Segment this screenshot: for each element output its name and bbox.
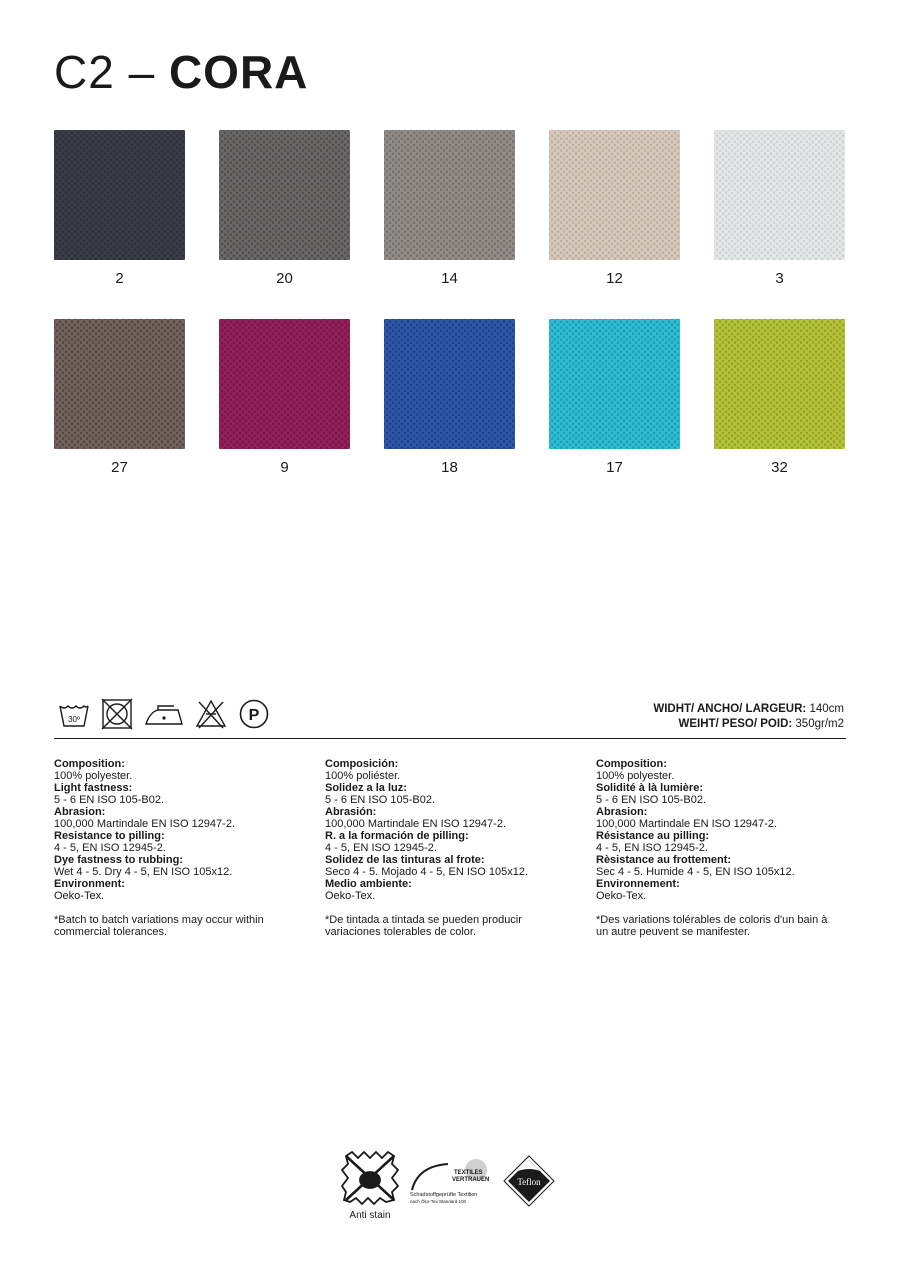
fabric-swatch[interactable] xyxy=(714,130,845,260)
oeko-tex-line-1: TEXTILES xyxy=(454,1170,483,1176)
spec-value: 100,000 Martindale EN ISO 12947-2. xyxy=(596,818,778,830)
variation-note: *De tintada a tintada se pueden producir variaciones tolerables de color. xyxy=(325,914,522,938)
care-symbols xyxy=(58,697,270,731)
swatch-row-1 xyxy=(54,130,846,319)
swatch-item[interactable] xyxy=(54,130,185,287)
spec-label: Solidité à là lumière: xyxy=(596,782,703,794)
spec-column-english xyxy=(54,758,299,938)
swatch-number: 18 xyxy=(441,459,458,476)
spec-value: 4 - 5, EN ISO 12945-2. xyxy=(54,842,166,854)
spec-value: 100% poliéster. xyxy=(325,770,401,782)
spec-label: Rèsistance au frottement: xyxy=(596,854,732,866)
teflon-wordmark: Teflon xyxy=(517,1177,541,1187)
swatch-grid xyxy=(54,130,846,508)
swatch-number: 32 xyxy=(771,459,788,476)
spec-value: Wet 4 - 5. Dry 4 - 5, EN ISO 105x12. xyxy=(54,866,233,878)
oeko-tex-logo xyxy=(408,1156,492,1211)
fabric-swatch[interactable] xyxy=(549,319,680,449)
fabric-swatch[interactable] xyxy=(714,319,845,449)
spec-label: Dye fastness to rubbing: xyxy=(54,854,183,866)
spec-label: Composition: xyxy=(54,758,125,770)
spec-label: Abrasión: xyxy=(325,806,377,818)
iron-low-icon xyxy=(144,698,184,730)
spec-value: 100,000 Martindale EN ISO 12947-2. xyxy=(54,818,236,830)
spec-value: Sec 4 - 5. Humide 4 - 5, EN ISO 105x12. xyxy=(596,866,795,878)
divider xyxy=(54,738,846,739)
wash-temp: 30º xyxy=(68,715,80,724)
spec-value: 100% polyester. xyxy=(54,770,133,782)
swatch-number: 20 xyxy=(276,270,293,287)
weight-label: WEIHT/ PESO/ POID: xyxy=(678,718,793,730)
weight-spec xyxy=(653,717,844,732)
dry-clean-letter: P xyxy=(248,707,260,724)
spec-label: Abrasion: xyxy=(596,806,648,818)
spec-label: Solidez de las tinturas al frote: xyxy=(325,854,485,866)
width-spec xyxy=(653,702,844,717)
spec-label: Composición: xyxy=(325,758,399,770)
swatch-item[interactable] xyxy=(384,319,515,476)
swatch-number: 27 xyxy=(111,459,128,476)
swatch-item[interactable] xyxy=(714,130,845,287)
spec-label: Resistance to pilling: xyxy=(54,830,165,842)
width-value: 140cm xyxy=(809,703,844,715)
spec-value: 100% polyester. xyxy=(596,770,675,782)
swatch-number: 17 xyxy=(606,459,623,476)
swatch-item[interactable] xyxy=(219,130,350,287)
weight-value: 350gr/m2 xyxy=(795,718,844,730)
oeko-tex-line-4: nach Öko-Tex Standard 100 xyxy=(410,1199,467,1204)
oeko-tex-line-3: Schadstoffgeprüfte Textilien xyxy=(410,1192,478,1198)
dry-clean-p-icon xyxy=(238,698,270,730)
fabric-swatch[interactable] xyxy=(54,319,185,449)
spec-value: 4 - 5, EN ISO 12945-2. xyxy=(325,842,437,854)
spec-value: 100,000 Martindale EN ISO 12947-2. xyxy=(325,818,507,830)
spec-value: 5 - 6 EN ISO 105-B02. xyxy=(325,794,436,806)
spec-value: Oeko-Tex. xyxy=(325,890,376,902)
spec-value: Seco 4 - 5. Mojado 4 - 5, EN ISO 105x12. xyxy=(325,866,528,878)
spec-value: 5 - 6 EN ISO 105-B02. xyxy=(596,794,707,806)
certification-badges xyxy=(340,1150,560,1230)
spec-value: Oeko-Tex. xyxy=(54,890,105,902)
anti-stain-caption: Anti stain xyxy=(349,1210,391,1221)
collection-code: C2 – xyxy=(54,46,156,98)
spec-label: Environnement: xyxy=(596,878,680,890)
spec-label: Light fastness: xyxy=(54,782,133,794)
spec-value: 4 - 5, EN ISO 12945-2. xyxy=(596,842,708,854)
swatch-number: 3 xyxy=(775,270,784,287)
swatch-item[interactable] xyxy=(549,319,680,476)
fabric-swatch[interactable] xyxy=(549,130,680,260)
fabric-swatch[interactable] xyxy=(384,319,515,449)
variation-note: *Des variations tolérables de coloris d'un bain à un autre peuvent se manifester. xyxy=(596,914,828,938)
spec-label: Composition: xyxy=(596,758,667,770)
no-bleach-icon xyxy=(195,698,227,730)
spec-column-french xyxy=(596,758,841,938)
oeko-tex-line-2: VERTRAUEN xyxy=(452,1177,490,1183)
swatch-number: 12 xyxy=(606,270,623,287)
spec-label: R. a la formación de pilling: xyxy=(325,830,469,842)
fabric-swatch[interactable] xyxy=(219,130,350,260)
fabric-swatch[interactable] xyxy=(384,130,515,260)
spec-column-spanish xyxy=(325,758,570,938)
wash-30-icon xyxy=(58,698,90,730)
spec-value: 5 - 6 EN ISO 105-B02. xyxy=(54,794,165,806)
no-tumble-dry-icon xyxy=(101,698,133,730)
fabric-swatch[interactable] xyxy=(54,130,185,260)
spec-label: Abrasion: xyxy=(54,806,106,818)
swatch-item[interactable] xyxy=(714,319,845,476)
teflon-logo xyxy=(502,1154,556,1213)
spec-value: Oeko-Tex. xyxy=(596,890,647,902)
swatch-item[interactable] xyxy=(54,319,185,476)
swatch-number: 14 xyxy=(441,270,458,287)
swatch-row-2 xyxy=(54,319,846,508)
spec-label: Medio ambiente: xyxy=(325,878,412,890)
swatch-item[interactable] xyxy=(384,130,515,287)
swatch-number: 9 xyxy=(280,459,289,476)
variation-note: *Batch to batch variations may occur within commercial tolerances. xyxy=(54,914,264,938)
spec-label: Environment: xyxy=(54,878,125,890)
spec-label: Résistance au pilling: xyxy=(596,830,710,842)
fabric-specs xyxy=(653,702,844,732)
swatch-number: 2 xyxy=(115,270,124,287)
width-label: WIDHT/ ANCHO/ LARGEUR: xyxy=(653,703,807,715)
fabric-swatch[interactable] xyxy=(219,319,350,449)
swatch-item[interactable] xyxy=(549,130,680,287)
collection-name: CORA xyxy=(168,46,309,98)
swatch-item[interactable] xyxy=(219,319,350,476)
anti-stain-icon xyxy=(340,1150,400,1211)
page-title xyxy=(54,44,308,100)
spec-label: Solidez a la luz: xyxy=(325,782,407,794)
